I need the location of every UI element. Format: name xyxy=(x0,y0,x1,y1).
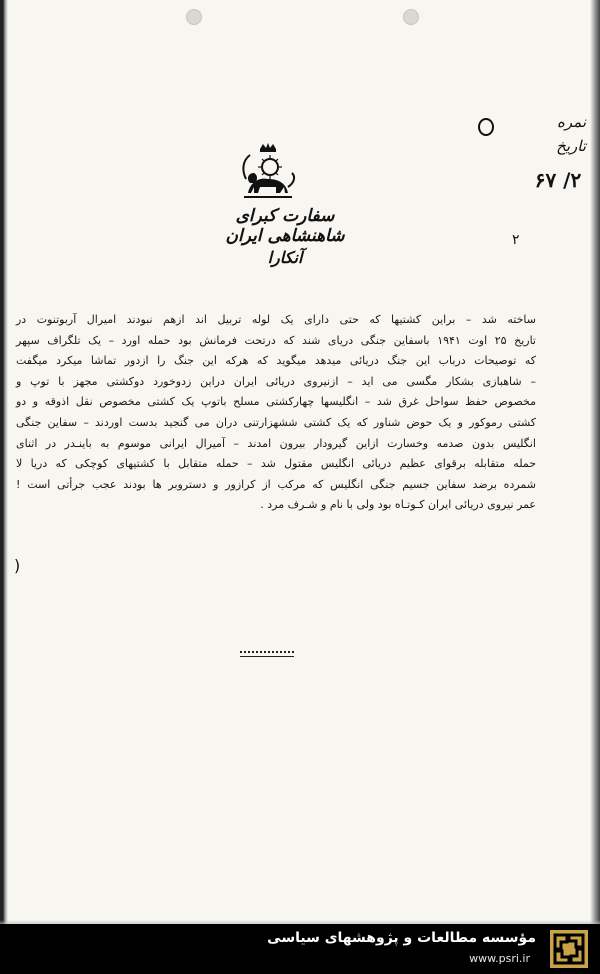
footer-org-name: مؤسسه مطالعات و پژوهشهای سیاسی xyxy=(267,930,536,946)
meta-date-label: تاریخ xyxy=(556,137,586,155)
page-right-edge xyxy=(590,0,600,974)
punch-hole xyxy=(186,9,202,25)
body-line: تاریخ ۲۵ اوت ۱۹۴۱ باسفاین جنگی دریای شند که درتحت فرمانش بود حمله اورد – یک تلگراف سپهر xyxy=(16,333,536,347)
meta-number-label: نمره xyxy=(557,113,586,131)
body-line: انگلیس بدون صدمه وخسارت ازاین گیرودار بیرون امدند – آمیرال ایرانی موسوم به باینـدر در اثنای xyxy=(16,436,536,450)
body-line: عمر نیروی دریائی ایران کـوتـاه بود ولی با نام و شـرف مرد . xyxy=(260,498,536,512)
meta-number: ۲/ ۶۷ xyxy=(534,168,582,192)
separator-line xyxy=(240,651,294,657)
page-number: ۲ xyxy=(512,232,520,248)
footer-url: www.psri.ir xyxy=(469,952,530,965)
lion-and-sun-emblem-icon xyxy=(236,143,300,205)
document-meta xyxy=(530,110,586,196)
body-line: ساخته شد – براین کشتیها که حتی دارای یک لوله تربیل اند ازهم نبودند امیرال آربوتنوت در xyxy=(16,313,536,326)
institute-logo-icon xyxy=(550,930,588,968)
letterhead-city: آنکارا xyxy=(267,248,303,267)
margin-mark: ) xyxy=(14,556,21,575)
body-line: حمله متقابله برقوای عظیم دریائی انگلیس مقتول شد – حمله متقابل با کشتیهای کوچکی که دریا لا xyxy=(16,457,536,471)
letterhead xyxy=(200,206,370,267)
body-line: – شاهبازی بشکار مگسی می اید – ازنیروی دریائی ایران دراین زدوخورد دوکشتی مجهز با توپ و xyxy=(16,374,536,388)
letterhead-embassy: سفارت کبرای شاهنشاهی ایران xyxy=(225,206,345,246)
body-line: کشتی رموکور و یک حوض شناور که یک کشتی ششهزارتنی دران می گنجید بدست اوردند – سفاین جنگی xyxy=(16,415,536,429)
page-left-edge xyxy=(0,0,8,974)
binder-hole-mark xyxy=(478,118,494,136)
body-line: شمرده برضد سفاین جسیم جنگی انگلیس که مرکب از کرازور و دستروبر ها بودند عجب جرأتی است ! xyxy=(16,477,536,491)
punch-hole xyxy=(403,9,419,25)
body-line: مخصوص حفظ سواحل غرق شد – انگلیسها چهارکشتی مسلح باتوپ یک کشتی مخصوص نقل اذوقه و دو xyxy=(16,395,536,409)
letter-body xyxy=(16,310,536,516)
body-line: که توصیحات درباب این جنگ دریائی میدهد میگوید که هرکه این جنگ را ازدور تماشا میکرد میگفت xyxy=(16,354,536,368)
archive-footer xyxy=(0,924,600,974)
